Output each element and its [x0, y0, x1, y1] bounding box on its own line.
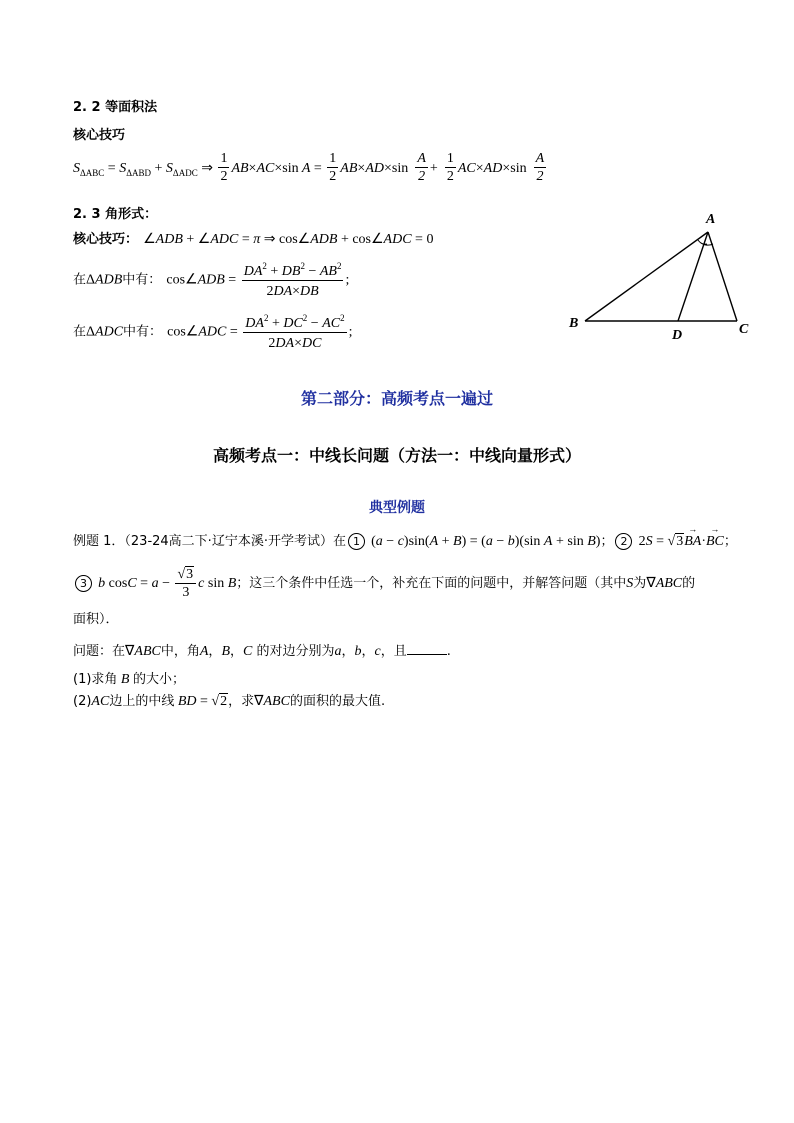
circle-2-icon: 2: [615, 533, 632, 550]
label-D: D: [672, 328, 683, 343]
circle-3-icon: 3: [75, 575, 92, 592]
section-22-core: 核心技巧: [73, 128, 126, 143]
q2-end: ，求: [228, 694, 255, 709]
q2-mid: 边上的中线: [109, 694, 175, 709]
example-line-3: 面积）．: [73, 612, 119, 627]
triangle-figure: [565, 205, 755, 345]
cos-adc-line: 在ΔADC中有： cos∠ADC = $\frac{DA^2 + DC^2 - AC^2}{2DA\times DC}$ ;: [73, 310, 352, 352]
q-mid: 中，角: [160, 644, 200, 659]
in-text: 在: [332, 534, 346, 549]
q-sides: 的对边分别为: [256, 644, 335, 659]
cos-adb-line: 在ΔADB中有： cos∠ADB = $\frac{DA^2 + DB^2 - AB^2}{2DA\times DB}$ ;: [73, 258, 349, 300]
question-2: (2)AC边上的中线 BD = √2，求∇ABC的面积的最大值.: [73, 694, 386, 709]
section-22-heading: 2. 2 等面积法: [73, 100, 158, 115]
q2-pre: (2): [73, 694, 92, 709]
example-label: 例题 1．: [73, 534, 125, 549]
circle-1-icon: 1: [348, 533, 365, 550]
topic-title: 高频考点一：中线长问题（方法一：中线向量形式）: [212, 446, 581, 465]
label-has: 中有：: [123, 324, 163, 340]
q1-text: (1)求角: [73, 672, 118, 687]
angle-core-line: 核心技巧： ∠ADB + ∠ADC = π ⇒ cos∠ADB + cos∠ADC = 0: [73, 232, 434, 247]
label-has: 中有：: [122, 272, 162, 288]
label-B: B: [569, 316, 579, 331]
section-23-heading: 2. 3 角形式：: [73, 207, 158, 222]
line2-tail3: 的: [682, 576, 696, 591]
q2-tail: 的面积的最大值.: [289, 694, 386, 709]
part-title: 第二部分：高频考点一遍过: [300, 389, 493, 408]
example-line-1: 例题 1．（23-24高二下·辽宁本溪·开学考试）在 1 (a − c)sin(A + B) = (a − b)(sin A + sin B)； 2 2S = √3→ BA·→ BC；: [73, 530, 737, 550]
typical-title: 典型例题: [369, 500, 425, 516]
question-1: (1)求角 B 的大小；: [73, 672, 185, 687]
question-line: 问题：在∇ABC中，角A，B，C 的对边分别为a，b，c，且 .: [73, 644, 451, 659]
label-C: C: [739, 322, 749, 337]
example-source: （23-24高二下·辽宁本溪·开学考试）: [124, 534, 333, 549]
line2-tail: ；这三个条件中任选一个，补充在下面的问题中，并解答问题（其中: [236, 576, 627, 591]
label-in: 在: [73, 272, 87, 288]
q1-end: 的大小；: [132, 672, 185, 687]
answer-blank: [407, 642, 447, 655]
q-intro: 问题：在: [73, 644, 126, 659]
example-line-2: 3 b cosC = a − $\frac{√3}{3}$ c sin B；这三个条件中任选一个，补充在下面的问题中，并解答问题（其中S为∇ABC的: [73, 566, 695, 601]
line2-tail2: 为: [633, 576, 647, 591]
label-A: A: [706, 212, 716, 227]
label-in: 在: [73, 324, 87, 340]
core-label: 核心技巧：: [73, 232, 139, 247]
area-formula: $S_{\Delta ABC} = S_{\Delta ABD} + S_{\Delta ADC}$ ⇒ $\frac{1}{2}$ AB×AC×sin A = $\frac{1}{2}$ AB×AD×sin $\frac{A}{2}$ + $\frac{1}{2}$ AC×AD×sin $\frac{A}{2}$: [73, 151, 545, 184]
q-end: ，且: [380, 644, 407, 659]
